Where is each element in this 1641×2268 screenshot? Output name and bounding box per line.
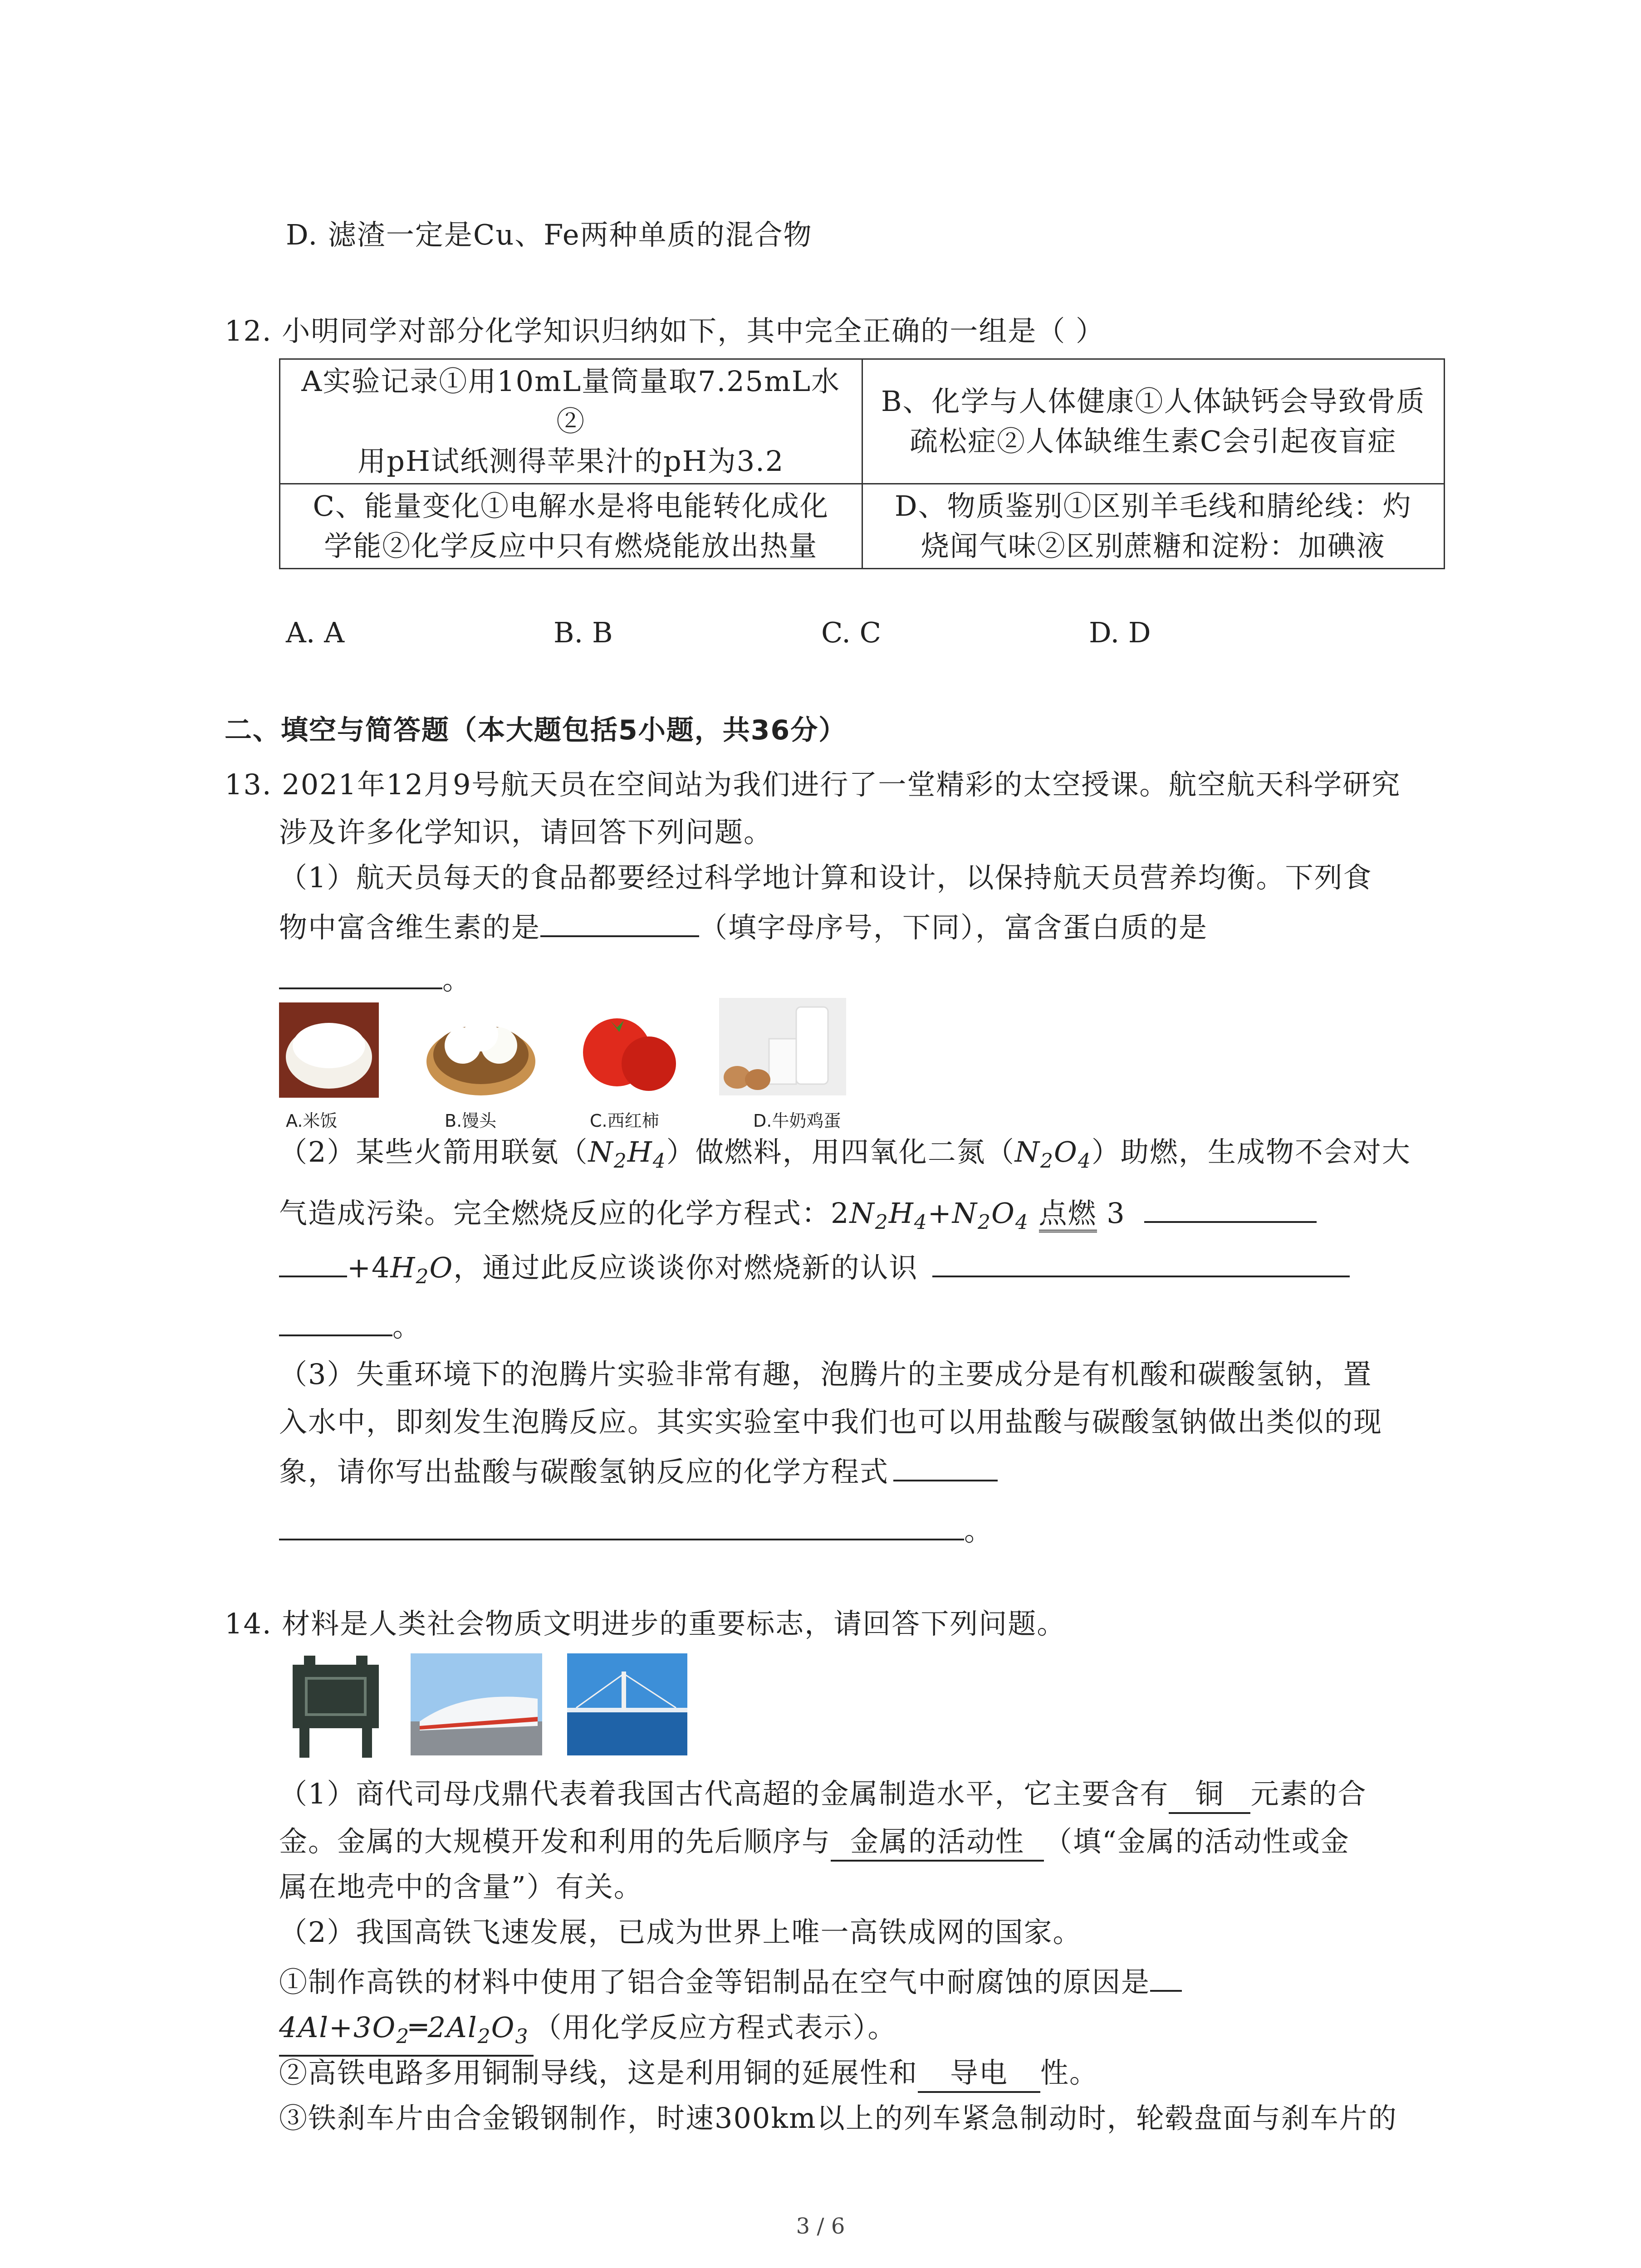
answer-aluminum-equation[interactable]: $4Al+3O_2═2Al_2O_3$: [279, 2009, 534, 2057]
q12-cell-b: B、化学与人体健康①人体缺钙会导致骨质 疏松症②人体缺维生素C会引起夜盲症: [862, 359, 1445, 484]
q13-line-10: （3）失重环境下的泡腾片实验非常有趣，泡腾片的主要成分是有机酸和碳酸氢钠，置: [279, 1358, 1372, 1391]
q13-line-4: 物中富含维生素的是 （填字母序号，下同），富含蛋白质的是: [279, 907, 1208, 946]
caption-c: C.西红柿: [590, 1111, 659, 1131]
answer-copper[interactable]: 铜: [1169, 1776, 1250, 1814]
q12-stem: 12. 小明同学对部分化学知识归纳如下，其中完全正确的一组是（ ）: [225, 314, 1105, 347]
q14-line-4: 属在地壳中的含量”）有关。: [279, 1870, 643, 1903]
blank-combustion-view-cont[interactable]: [279, 1306, 392, 1336]
q12-option-a[interactable]: A. A: [286, 616, 344, 649]
answer-conductivity[interactable]: 导电: [918, 2055, 1040, 2093]
q14-line-3: 金。金属的大规模开发和利用的先后顺序与 金属的活动性 （填“金属的活动性或金: [279, 1823, 1350, 1862]
section-heading: 二、填空与简答题（本大题包括5小题，共36分）: [225, 714, 847, 746]
q13-line-13: 。: [279, 1510, 993, 1549]
q14-line-6: ①制作高铁的材料中使用了铝合金等铝制品在空气中耐腐蚀的原因是: [279, 1962, 1182, 2000]
q13-line-11: 入水中，即刻发生泡腾反应。其实实验室中我们也可以用盐酸与碳酸氢钠做出类似的现: [279, 1405, 1383, 1438]
rice-image: [279, 1002, 379, 1098]
q12-table: [279, 358, 1445, 569]
q14-line-8: ②高铁电路多用铜制导线，这是利用铜的延展性和 导电 性。: [279, 2055, 1098, 2093]
caption-a: A.米饭: [286, 1111, 338, 1131]
q14-line-9: ③铁刹车片由合金锻钢制作，时速300km以上的列车紧急制动时，轮毂盘面与刹车片的: [279, 2102, 1397, 2135]
page-number: 3 / 6: [796, 2214, 845, 2239]
blank-equation[interactable]: [893, 1452, 998, 1481]
caption-b: B.馒头: [445, 1111, 497, 1131]
steamed-bun-image: [424, 998, 538, 1098]
q14-line-2: （1）商代司母戊鼎代表着我国古代高超的金属制造水平，它主要含有 铜 元素的合: [279, 1776, 1367, 1814]
answer-activity[interactable]: 金属的活动性: [831, 1823, 1044, 1862]
blank-protein[interactable]: [279, 959, 442, 989]
q13-line-1: 13. 2021年12月9号航天员在空间站为我们进行了一堂精彩的太空授课。航空航天科学研究: [225, 768, 1401, 801]
milk-eggs-image: [719, 998, 846, 1095]
blank-equation-cont[interactable]: [279, 1510, 964, 1540]
blank-product-cont[interactable]: [279, 1247, 347, 1277]
q13-line-8: $+4H_2O$，通过此反应谈谈你对燃烧新的认识: [279, 1247, 1350, 1295]
q13-line-9: 。: [279, 1306, 421, 1345]
blank-aluminum[interactable]: [1150, 1962, 1182, 1992]
q13-line-7: 气造成污染。完全燃烧反应的化学方程式：$2N_2H_4+N_2O_4$ 点燃 3: [279, 1193, 1317, 1241]
blank-product[interactable]: [1144, 1193, 1317, 1223]
q13-line-2: 涉及许多化学知识，请回答下列问题。: [279, 816, 773, 849]
ignite-condition: 点燃: [1039, 1197, 1097, 1232]
q13-line-5: 。: [279, 959, 471, 998]
q13-line-12: 象，请你写出盐酸与碳酸氢钠反应的化学方程式: [279, 1452, 998, 1490]
q13-line-6: （2）某些火箭用联氨$(N_2H_4)$做燃料，用四氧化二氮$(N_2O_4)$助燃，生成物不会对大: [279, 1135, 1411, 1173]
caption-d: D.牛奶鸡蛋: [753, 1111, 841, 1131]
q12-option-b[interactable]: B. B: [554, 616, 613, 649]
tomato-image: [574, 1000, 683, 1098]
q12-cell-d: D、物质鉴别①区别羊毛线和腈纶线：灼 烧闻气味②区别蔗糖和淀粉：加碘液: [862, 484, 1445, 569]
q12-cell-a: A实验记录①用10mL量筒量取7.25mL水② 用pH试纸测得苹果汁的pH为3.2: [280, 359, 862, 484]
q14-line-7: $4Al+3O_2═2Al_2O_3$ （用化学反应方程式表示）。: [279, 2009, 897, 2057]
blank-combustion-view[interactable]: [932, 1247, 1350, 1277]
q11-option-d: D. 滤渣一定是Cu、Fe两种单质的混合物: [286, 218, 813, 251]
high-speed-train-image: [411, 1653, 542, 1755]
sea-bridge-image: [567, 1653, 687, 1755]
bronze-ding-image: [279, 1656, 392, 1760]
q13-line-3: （1）航天员每天的食品都要经过科学地计算和设计，以保持航天员营养均衡。下列食: [279, 861, 1372, 894]
q12-option-c[interactable]: C. C: [821, 616, 882, 649]
q12-cell-c: C、能量变化①电解水是将电能转化成化 学能②化学反应中只有燃烧能放出热量: [280, 484, 862, 569]
blank-vitamin[interactable]: [540, 907, 699, 937]
q12-option-d[interactable]: D. D: [1089, 616, 1151, 649]
q14-line-5: （2）我国高铁飞速发展，已成为世界上唯一高铁成网的国家。: [279, 1916, 1082, 1949]
q14-line-1: 14. 材料是人类社会物质文明进步的重要标志，请回答下列问题。: [225, 1607, 1066, 1640]
